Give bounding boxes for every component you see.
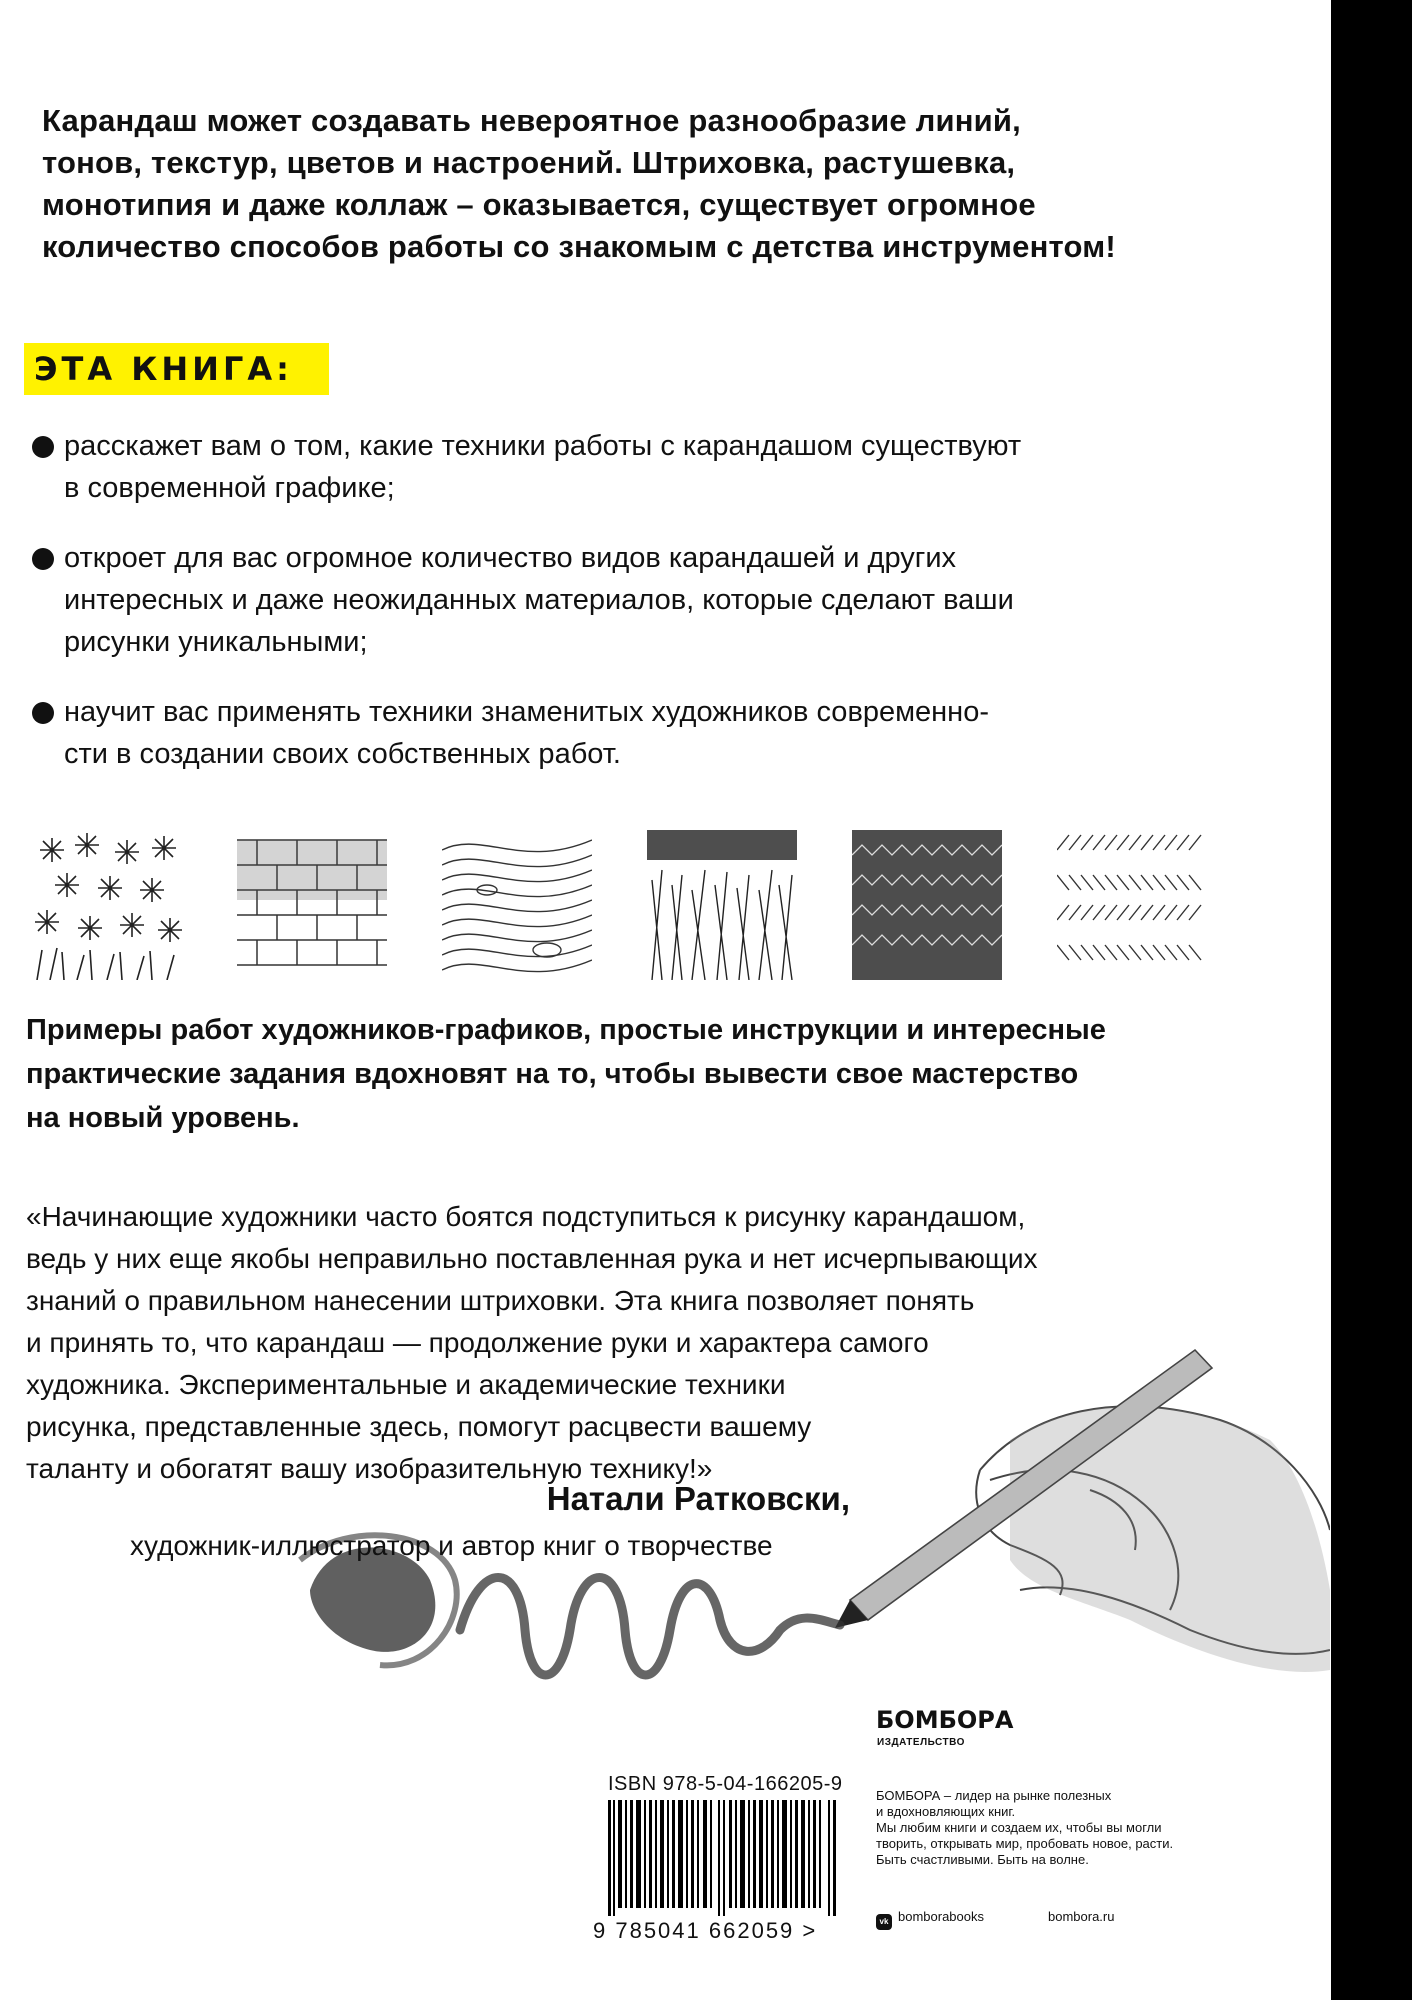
- bullet-line: сти в создании своих собственных работ.: [64, 738, 621, 770]
- bullet-line: расскажет вам о том, какие техники работы с карандашом существуют: [64, 430, 1022, 462]
- bullet-dot-icon: [32, 702, 54, 724]
- bullet-line: рисунки уникальными;: [64, 626, 368, 658]
- bullet-item: [30, 425, 1130, 509]
- brick-texture-icon: [237, 830, 387, 980]
- quote-line: ведь у них еще якобы неправильно поставленная рука и нет исчерпывающих: [26, 1243, 1038, 1274]
- bullet-line: научит вас применять техники знаменитых художников современно-: [64, 696, 989, 728]
- quote-line: таланту и обогатят вашу изобразительную технику!»: [26, 1453, 713, 1484]
- texture-swatches: [32, 830, 1232, 990]
- herringbone-hatching-texture-icon: [1057, 830, 1207, 980]
- quote-line: знаний о правильном нанесении штриховки. Эта книга позволяет понять: [26, 1285, 975, 1316]
- examples-line: Примеры работ художников-графиков, простые инструкции и интересные: [26, 1014, 1106, 1046]
- publisher-website: bombora.ru: [1048, 1909, 1115, 1924]
- intro-paragraph: [42, 100, 1312, 268]
- quote-author-role: художник-иллюстратор и автор книг о творчестве: [130, 1530, 773, 1561]
- book-spine-edge: [1331, 0, 1412, 2000]
- grass-hatching-texture-icon: [647, 830, 797, 980]
- zigzag-hatching-texture-icon: [852, 830, 1002, 980]
- examples-line: практические задания вдохновят на то, чтобы вывести свое мастерство: [26, 1058, 1079, 1090]
- quote-author-name: Натали Ратковски,: [546, 1480, 850, 1517]
- quote-line: и принять то, что карандаш — продолжение руки и характера самого: [26, 1327, 929, 1358]
- barcode-digits: 9 785041 662059 >: [593, 1918, 818, 1943]
- intro-line: Карандаш может создавать невероятное разнообразие линий,: [42, 103, 1021, 138]
- publisher-logo: БОМБОРА: [876, 1706, 1014, 1734]
- bullet-line: интересных и даже неожиданных материалов, которые сделают ваши: [64, 584, 1014, 616]
- quote-line: рисунка, представленные здесь, помогут расцвести вашему: [26, 1411, 812, 1442]
- vk-icon: vk: [876, 1914, 892, 1930]
- bullet-item: [30, 691, 1130, 775]
- bullet-line: в современной графике;: [64, 472, 395, 504]
- publisher-blurb-line: творить, открывать мир, пробовать новое, расти.: [876, 1836, 1174, 1851]
- examples-paragraph: [26, 1008, 1226, 1140]
- publisher-blurb-line: и вдохновляющих книг.: [876, 1804, 1016, 1819]
- publisher-blurb-line: Мы любим книги и создаем их, чтобы вы могли: [876, 1820, 1162, 1835]
- bullet-item: [30, 537, 1130, 663]
- isbn-label: ISBN 978-5-04-166205-9: [608, 1773, 843, 1795]
- publisher-subtitle: ИЗДАТЕЛЬСТВО: [877, 1737, 965, 1748]
- quote-line: художника. Экспериментальные и академические техники: [26, 1369, 786, 1400]
- quote-line: «Начинающие художники часто боятся подступиться к рисунку карандашом,: [26, 1201, 1026, 1232]
- bullet-dot-icon: [32, 548, 54, 570]
- publisher-blurb-line: БОМБОРА – лидер на рынке полезных: [876, 1788, 1112, 1803]
- bullet-line: откроет для вас огромное количество видов карандашей и других: [64, 542, 957, 574]
- barcode-icon: [608, 1800, 840, 1916]
- bullet-dot-icon: [32, 436, 54, 458]
- wood-grain-texture-icon: [442, 830, 592, 980]
- flowers-texture-icon: [32, 830, 182, 980]
- publisher-blurb: [876, 1788, 1336, 1868]
- examples-line: на новый уровень.: [26, 1102, 300, 1134]
- bullet-list: [30, 425, 1130, 803]
- intro-line: тонов, текстур, цветов и настроений. Штриховка, растушевка,: [42, 145, 1016, 180]
- publisher-social: [876, 1908, 984, 1930]
- publisher-blurb-line: Быть счастливыми. Быть на волне.: [876, 1852, 1089, 1867]
- intro-line: монотипия и даже коллаж – оказывается, существует огромное: [42, 187, 1036, 222]
- this-book-badge: ЭТА КНИГА:: [24, 343, 329, 395]
- social-handle: bomborabooks: [898, 1909, 984, 1924]
- intro-line: количество способов работы со знакомым с детства инструментом!: [42, 229, 1116, 264]
